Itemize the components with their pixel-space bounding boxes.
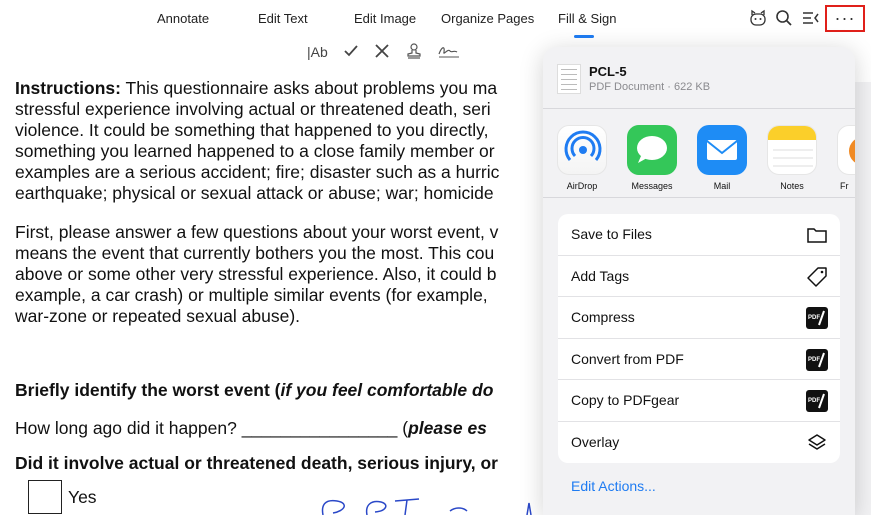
share-app-label: Notes	[780, 181, 804, 191]
pdfgear-icon: PDF	[806, 349, 828, 371]
action-overlay[interactable]	[558, 422, 840, 464]
action-add-tags[interactable]	[558, 256, 840, 298]
instructions-line-2: stressful experience involving actual or threatened death, seri	[15, 99, 491, 119]
panel-scroll-edge	[855, 82, 871, 515]
file-name: PCL-5	[589, 64, 627, 79]
more-button[interactable]	[825, 5, 865, 32]
mail-icon	[697, 125, 747, 175]
yes-checkbox[interactable]	[28, 480, 62, 514]
airdrop-icon	[557, 125, 607, 175]
instructions-text: This questionnaire asks about problems you ma	[120, 78, 498, 98]
layers-icon	[806, 432, 828, 454]
file-meta: PDF Document · 622 KB	[589, 81, 711, 93]
file-thumbnail	[557, 64, 581, 94]
yes-label: Yes	[68, 487, 97, 507]
identify-italic: if you feel comfortable do	[280, 380, 494, 400]
app-icon	[837, 125, 855, 175]
action-copy-to-pdfgear[interactable]	[558, 380, 840, 422]
share-sheet	[543, 47, 855, 515]
share-actions-list	[558, 214, 840, 463]
action-label: Copy to PDFgear	[571, 392, 680, 408]
tab-edit-image[interactable]: Edit Image	[354, 11, 417, 26]
first-line-4: example, a car crash) or multiple similar events (for example,	[15, 285, 488, 305]
action-label: Convert from PDF	[571, 350, 684, 367]
pdfgear-icon: PDF	[806, 307, 828, 329]
messages-icon	[627, 125, 677, 175]
action-save-to-files[interactable]	[558, 214, 840, 256]
active-tab-indicator	[574, 35, 594, 38]
share-app-mail[interactable]	[694, 125, 750, 191]
action-label: Add Tags	[571, 267, 630, 284]
how-long-text: How long ago did it happen? ________________ (	[15, 418, 409, 438]
tab-annotate[interactable]: Annotate	[157, 11, 210, 26]
instructions-line-4: something you learned happened to a close family member or	[15, 141, 495, 161]
text-tool-button[interactable]: |Ab	[307, 44, 328, 60]
action-label: Overlay	[571, 433, 620, 450]
tab-organize-pages[interactable]: Organize Pages	[441, 11, 535, 26]
how-long-italic: please es	[408, 418, 487, 438]
first-line-3: above or some other very stressful experience. Also, it could b	[15, 264, 497, 284]
identify-worst-event	[15, 380, 555, 401]
share-app-more[interactable]	[834, 125, 855, 191]
did-involve-question: Did it involve actual or threatened death, serious injury, or	[15, 453, 498, 473]
pdfgear-icon: PDF	[806, 390, 828, 412]
share-app-notes[interactable]	[764, 125, 820, 191]
header-divider	[543, 108, 855, 109]
share-app-label: AirDrop	[566, 181, 598, 191]
instructions-line-3: violence. It could be something that happened to you directly,	[15, 120, 489, 140]
share-app-messages[interactable]	[624, 125, 680, 191]
instructions-line-1	[15, 78, 555, 99]
instructions-label: Instructions:	[15, 78, 121, 98]
instructions-line-6: earthquake; physical or sexual attack or abuse; war; homicide	[15, 183, 494, 203]
tab-fill-sign[interactable]: Fill & Sign	[558, 11, 617, 26]
share-app-label: Mail	[713, 181, 731, 191]
signature-icon[interactable]	[437, 42, 461, 64]
apps-divider	[543, 197, 855, 198]
notes-icon	[767, 125, 817, 175]
search-icon[interactable]	[774, 8, 794, 28]
outline-icon[interactable]	[800, 8, 820, 28]
action-label: Compress	[571, 309, 635, 325]
more-icon: ···	[834, 8, 856, 28]
checkmark-icon[interactable]	[342, 42, 360, 64]
action-convert-from-pdf[interactable]	[558, 339, 840, 381]
stamp-icon[interactable]	[405, 42, 423, 64]
identify-text: Briefly identify the worst event (	[15, 380, 281, 400]
tag-icon	[806, 266, 828, 288]
share-app-airdrop[interactable]	[554, 125, 610, 191]
action-compress[interactable]	[558, 297, 840, 339]
share-app-label: Messages	[631, 181, 673, 191]
cross-icon[interactable]	[373, 42, 391, 64]
first-line-1: First, please answer a few questions about your worst event, v	[15, 222, 499, 242]
how-long-question	[15, 418, 555, 439]
first-line-2: means the event that currently bothers you the most. This cou	[15, 243, 495, 263]
mascot-icon[interactable]	[748, 8, 768, 28]
first-line-5: war-zone or repeated sexual abuse).	[15, 306, 301, 326]
folder-icon	[806, 224, 828, 246]
edit-actions-link[interactable]: Edit Actions...	[571, 478, 656, 494]
tab-edit-text[interactable]: Edit Text	[258, 11, 308, 26]
top-toolbar	[0, 0, 871, 38]
share-app-label: Fr	[840, 181, 849, 191]
action-label: Save to Files	[571, 226, 652, 242]
instructions-line-5: examples are a serious accident; fire; disaster such as a hurric	[15, 162, 500, 182]
handwritten-annotation	[315, 495, 555, 515]
